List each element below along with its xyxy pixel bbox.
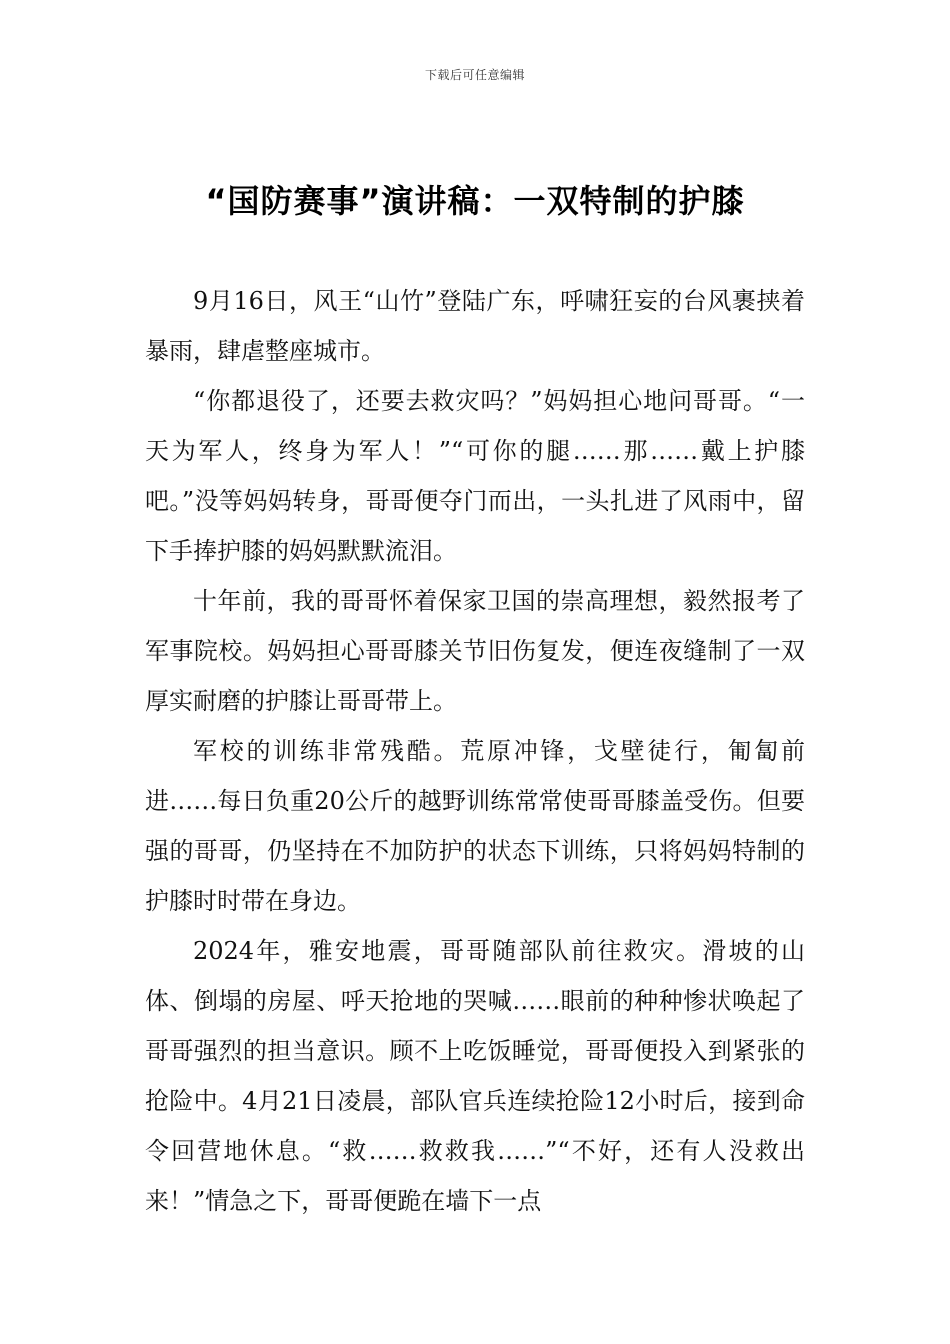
document-body bbox=[145, 276, 805, 1226]
paragraph: 十年前，我的哥哥怀着保家卫国的崇高理想，毅然报考了军事院校。妈妈担心哥哥膝关节旧伤复发，便连夜缝制了一双厚实耐磨的护膝让哥哥带上。 bbox=[145, 587, 805, 715]
paragraph: 2024年，雅安地震，哥哥随部队前往救灾。滑坡的山体、倒塌的房屋、呼天抢地的哭喊……眼前的种种惨状唤起了哥哥强烈的担当意识。顾不上吃饭睡觉，哥哥便投入到紧张的抢险中。4月21日凌晨，部队官兵连续抢险12小时后，接到命令回营地休息。“救……救救我……”“不好，还有人没救出来！”情急之下，哥哥便跪在墙下一点 bbox=[145, 937, 805, 1215]
paragraph: “你都退役了，还要去救灾吗？”妈妈担心地问哥哥。“一天为军人，终身为军人！”“可你的腿……那……戴上护膝吧。”没等妈妈转身，哥哥便夺门而出，一头扎进了风雨中，留下手捧护膝的妈妈默默流泪。 bbox=[145, 387, 805, 565]
paragraph: 9月16日，风王“山竹”登陆广东，呼啸狂妄的台风裹挟着暴雨，肆虐整座城市。 bbox=[145, 287, 805, 365]
header-note: 下载后可任意编辑 bbox=[424, 68, 525, 82]
paragraph: 军校的训练非常残酷。荒原冲锋，戈壁徒行，匍匐前进……每日负重20公斤的越野训练常常使哥哥膝盖受伤。但要强的哥哥，仍坚持在不加防护的状态下训练，只将妈妈特制的护膝时时带在身边。 bbox=[145, 737, 805, 915]
document-title: “国防赛事”演讲稿：一双特制的护膝 bbox=[205, 182, 745, 220]
